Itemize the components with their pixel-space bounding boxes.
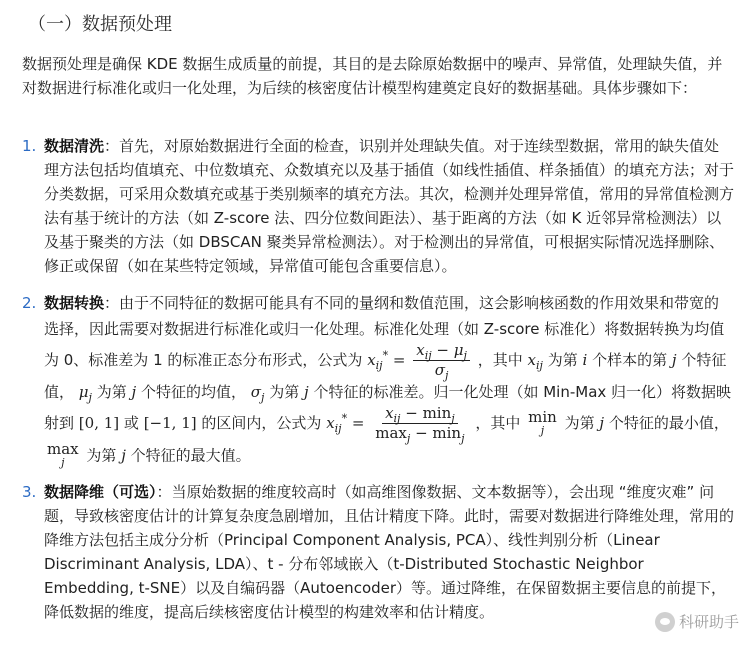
watermark	[655, 611, 739, 632]
max-operator: max j	[47, 440, 79, 469]
item-text: 个样本的第	[592, 351, 668, 369]
list-item-data-transform: 2. 数据转换：由于不同特征的数据可能具有不同的量纲和数值范围，这会影响核函数的作用效果和带宽的选择，因此需要对数据进行标准化或归一化处理。标准化处理（如 Z-score 标准化）将数据转换为均值为 0、标准差为 1 的标准正态分布形式，公式为 $x_{ij}^*$ = $\frac{x_{ij} - \mu_j}{\sigma_j}$ ，其中 $x_{ij}$ 为第 i 个样本的第 j 个特征值， $\mu_j$ 为第 j 个特征的均值， $\sigma_j$ 为第 j 个特征的标准差。归一化处理（如 Min-Max 归一化）将数据映射到 [0, 1] 或 [−1, 1] 的区间内，公式为 $x_{ij}^*$ = $\frac{x_{ij} - \min_j}{\max_j - \min_j}$ ，其中 min j 为第 j 个特征的最小值， max j 为第 j 个特征的最大值。	[22, 290, 734, 470]
minmax-fraction: $\frac{x_{ij} - \min_j}{\max_j - \min_j}$	[375, 404, 465, 445]
item-text: 个特征的均值，	[140, 383, 246, 401]
item-text: 个特征的最大值。	[130, 446, 251, 465]
minmax-formula: $x_{ij}^*$ = $\frac{x_{ij} - \min_j}{\max_j - \min_j}$	[326, 414, 475, 432]
list-item-dimensionality-reduction	[22, 480, 734, 624]
zscore-fraction: $\frac{x_{ij} - \mu_j}{\sigma_j}$	[413, 342, 470, 379]
item-text: ，其中	[477, 351, 523, 369]
interval-0-1: [0, 1]	[78, 414, 120, 432]
item-text: 为第	[86, 446, 117, 465]
wechat-icon	[655, 612, 675, 632]
term-data-transform: 数据转换	[44, 294, 105, 312]
watermark-text: 科研助手	[678, 613, 739, 631]
zscore-formula: $x_{ij}^*$ = $\frac{x_{ij} - \mu_j}{\sigma_j}$	[367, 351, 478, 369]
item-text: 为第	[96, 383, 127, 401]
item-text: 的区间内，公式为	[201, 414, 322, 432]
list-number: 1.	[22, 137, 37, 155]
section-heading: （一）数据预处理	[28, 14, 172, 35]
interval-neg1-1: [−1, 1]	[143, 414, 197, 432]
list-item-data-cleaning	[22, 134, 734, 278]
item-text: 为第	[269, 383, 300, 401]
item-text: 为第	[547, 351, 578, 369]
item-text: ：由于不同特征的数据可能具有不同的量纲和数值范围，这会影响核函数的作用效果和带宽的选择，因此需要对数据进行标准化或归一化处理。标准化处理（如 Z-score 标准化）将数据转换为均值为 0、标准差为 1 的标准正态分布形式，公式为	[44, 294, 725, 369]
steps-list	[22, 134, 734, 624]
intro-paragraph: 数据预处理是确保 KDE 数据生成质量的前提，其目的是去除原始数据中的噪声、异常值，处理缺失值，并对数据进行标准化或归一化处理，为后续的核密度估计模型构建奠定良好的数据基础。具体步骤如下：	[22, 55, 723, 97]
item-text: 个特征值，	[44, 351, 727, 401]
item-text: 个特征的最小值，	[608, 414, 729, 432]
item-text: ：当原始数据的维度较高时（如高维图像数据、文本数据等），会出现 “维度灾难” 问题，导致核密度估计的计算复杂度急剧增加，且估计精度下降。此时，需要对数据进行降维处理，常用的降维方法包括主成分分析（Principal Component Analysis, PCA）、线性判别分析（Linear Discriminant Analysis, LDA）、t - 分布邻域嵌入（t-Distributed Stochastic Neighbor Embedding, t-SNE）以及自编码器（Autoencoder）等。通过降维，在保留数据主要信息的前提下，降低数据的维度，提高后续核密度估计模型的构建效率和估计精度。	[44, 483, 735, 621]
item-text: ：首先，对原始数据进行全面的检查，识别并处理缺失值。对于连续型数据，常用的缺失值处理方法包括均值填充、中位数填充、众数填充以及基于插值（如线性插值、样条插值）的填充方法；对于分类数据，可采用众数填充或基于类别频率的填充方法。其次，检测并处理异常值，常用的异常值检测方法有基于统计的方法（如 Z-score 法、四分位数间距法）、基于距离的方法（如 K 近邻异常检测法）以及基于聚类的方法（如 DBSCAN 聚类异常检测法）。对于检测出的异常值，可根据实际情况选择删除、修正或保留（如在某些特定领域，异常值可能包含重要信息）。	[44, 137, 735, 275]
list-number: 2.	[22, 294, 37, 312]
item-text: 或	[123, 414, 139, 432]
item-text: ，其中	[475, 414, 521, 432]
item-text: 个特征的标准差。归一化处理（如 Min-Max 归一化）将数据映射到	[44, 383, 732, 432]
min-operator: min j	[528, 407, 557, 437]
item-text: 为第	[564, 414, 595, 432]
list-number: 3.	[22, 483, 37, 501]
term-dimensionality-reduction: 数据降维（可选）	[44, 483, 157, 501]
term-data-cleaning: 数据清洗	[44, 137, 105, 155]
